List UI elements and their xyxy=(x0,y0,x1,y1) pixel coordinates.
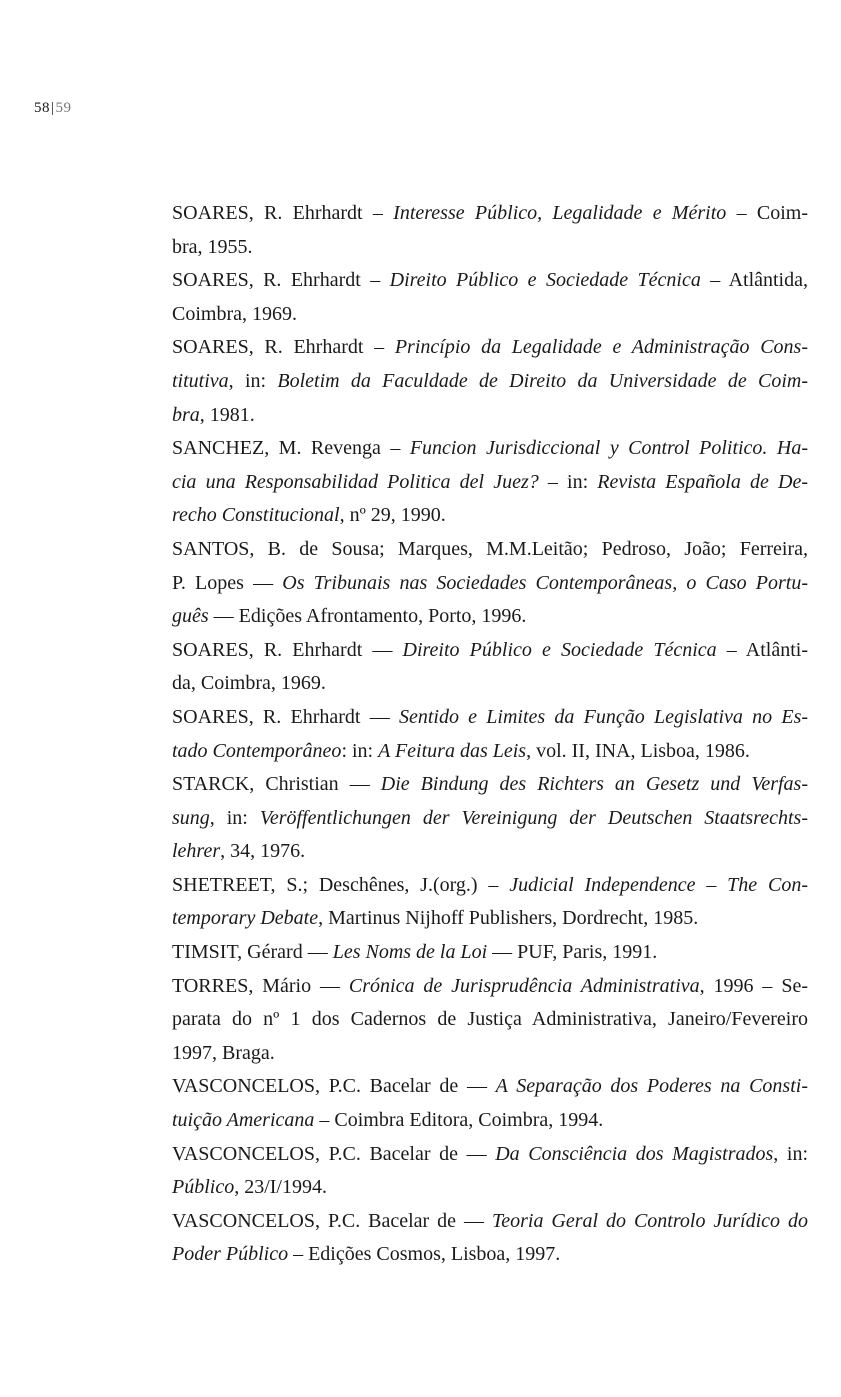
entry-line xyxy=(172,701,808,735)
bibliography-entry xyxy=(172,432,808,533)
entry-line xyxy=(172,197,808,231)
entry-line xyxy=(172,567,808,601)
text-segment: SANTOS, B. de Sousa; Marques, M.M.Leitão; Pedroso, João; Ferreira, xyxy=(172,537,808,560)
text-segment: SOARES, R. Ehrhardt — xyxy=(172,638,403,661)
text-segment: – Coim- xyxy=(726,202,809,224)
text-segment: STARCK, Christian — xyxy=(172,773,381,796)
text-segment: , in: xyxy=(228,369,278,392)
text-segment: SANCHEZ, M. Revenga – xyxy=(172,437,410,460)
text-segment: , in: xyxy=(209,806,260,829)
italic-title-segment: Da Consciência dos Magistrados xyxy=(495,1142,774,1165)
text-segment: , 1996 – Se- xyxy=(699,974,808,997)
bibliography-entry xyxy=(172,1205,808,1272)
entry-line xyxy=(172,600,808,634)
italic-title-segment: Direito Público e Sociedade Técnica xyxy=(389,269,701,292)
entry-line xyxy=(172,399,808,433)
entry-line xyxy=(172,1070,808,1104)
bibliography-entry xyxy=(172,264,808,331)
italic-title-segment: temporary Debate xyxy=(172,907,319,930)
entry-line xyxy=(172,835,808,869)
text-segment: SOARES, R. Ehrhardt — xyxy=(172,705,399,728)
entry-line xyxy=(172,1037,808,1071)
text-segment: — Edições Afrontamento, Porto, 1996. xyxy=(208,605,527,628)
text-segment: , Martinus Nijhoff Publishers, Dordrecht, 1985. xyxy=(318,907,699,930)
text-segment: – in: xyxy=(538,470,598,493)
italic-title-segment: cia una Responsabilidad Politica del Juez? xyxy=(172,470,539,493)
italic-title-segment: Funcion Jurisdiccional y Control Politico. Ha- xyxy=(409,437,808,460)
entry-line xyxy=(172,1171,808,1205)
italic-title-segment: A Feitura das Leis xyxy=(378,739,527,762)
italic-title-segment: guês xyxy=(172,605,209,628)
italic-title-segment: Les Noms de la Loi xyxy=(332,941,488,964)
text-segment: – Coimbra Editora, Coimbra, 1994. xyxy=(314,1109,604,1132)
entry-line xyxy=(172,1104,808,1138)
italic-title-segment: Princípio da Legalidade e Administração Cons- xyxy=(394,336,809,359)
entry-line xyxy=(172,331,808,365)
text-segment: SOARES, R. Ehrhardt – xyxy=(172,202,394,224)
bibliography-entry xyxy=(172,1070,808,1137)
bibliography-entry xyxy=(172,869,808,936)
entry-line xyxy=(172,902,808,936)
text-segment: parata do nº 1 dos Cadernos de Justiça Administrativa, Janeiro/Fevereiro xyxy=(172,1008,808,1031)
entry-line xyxy=(172,499,808,533)
entry-line xyxy=(172,667,808,701)
text-segment: – Atlânti- xyxy=(716,638,808,661)
italic-title-segment: Boletim da Faculdade de Direito da Universidade de Coim- xyxy=(277,369,808,392)
entry-line xyxy=(172,970,808,1004)
text-segment: TIMSIT, Gérard — xyxy=(172,941,333,964)
bibliography-entry xyxy=(172,634,808,701)
italic-title-segment: tado Contemporâneo xyxy=(172,739,342,762)
bibliography-entry xyxy=(172,533,808,634)
text-segment: bra, 1955. xyxy=(172,235,253,258)
text-segment: , nº 29, 1990. xyxy=(339,504,446,527)
bibliography-entry xyxy=(172,970,808,1071)
text-segment: — PUF, Paris, 1991. xyxy=(487,941,658,964)
text-segment: da, Coimbra, 1969. xyxy=(172,672,326,695)
text-segment: , in: xyxy=(773,1142,809,1165)
bibliography-entry xyxy=(172,936,808,970)
text-segment: , 23/I/1994. xyxy=(234,1176,327,1199)
italic-title-segment: Teoria Geral do Controlo Jurídico do xyxy=(491,1209,808,1232)
italic-title-segment: Revista Española de De- xyxy=(597,470,808,493)
text-segment: VASCONCELOS, P.C. Bacelar de — xyxy=(172,1142,496,1165)
text-segment: , 1981. xyxy=(199,403,255,426)
italic-title-segment: tuição Americana xyxy=(172,1109,315,1132)
entry-line xyxy=(172,634,808,668)
page-number-left: 58 xyxy=(34,100,50,116)
bibliography-entry xyxy=(172,768,808,869)
entry-line xyxy=(172,936,808,970)
text-segment: – Atlântida, xyxy=(700,269,808,292)
text-segment: VASCONCELOS, P.C. Bacelar de — xyxy=(172,1075,496,1098)
entry-line xyxy=(172,1138,808,1172)
italic-title-segment: A Separação dos Poderes na Consti- xyxy=(495,1075,808,1098)
italic-title-segment: lehrer xyxy=(172,840,221,863)
entry-line xyxy=(172,264,808,298)
entry-line xyxy=(172,466,808,500)
text-segment: 1997, Braga. xyxy=(172,1041,275,1064)
italic-title-segment: recho Constitucional xyxy=(172,504,340,527)
page-number xyxy=(34,100,72,117)
text-segment: VASCONCELOS, P.C. Bacelar de — xyxy=(172,1209,492,1232)
text-segment: P. Lopes — xyxy=(172,571,283,594)
italic-title-segment: Sentido e Limites da Função Legislativa no Es- xyxy=(398,705,809,728)
entry-line xyxy=(172,802,808,836)
text-segment: Coimbra, 1969. xyxy=(172,302,297,325)
entry-line xyxy=(172,533,808,567)
entry-line xyxy=(172,298,808,332)
bibliography-entry xyxy=(172,197,808,264)
entry-line xyxy=(172,365,808,399)
italic-title-segment: Judicial Independence – The Con- xyxy=(509,873,809,896)
text-segment: SHETREET, S.; Deschênes, J.(org.) – xyxy=(172,873,510,896)
italic-title-segment: Die Bindung des Richters an Gesetz und Verfas- xyxy=(380,773,808,796)
italic-title-segment: Poder Público xyxy=(172,1243,289,1266)
italic-title-segment: Interesse Público, Legalidade e Mérito xyxy=(393,202,727,224)
text-segment: : in: xyxy=(341,739,379,762)
text-segment: , 34, 1976. xyxy=(220,840,306,863)
italic-title-segment: titutiva xyxy=(172,369,229,392)
italic-title-segment: bra xyxy=(172,403,200,426)
entry-line xyxy=(172,432,808,466)
entry-line xyxy=(172,231,808,265)
bibliography-entry xyxy=(172,1138,808,1205)
italic-title-segment: Crónica de Jurisprudência Administrativa xyxy=(348,974,700,997)
italic-title-segment: Público xyxy=(172,1176,235,1199)
italic-title-segment: sung xyxy=(172,806,210,829)
entry-line xyxy=(172,1238,808,1272)
page-number-right: 59 xyxy=(55,100,72,116)
text-segment: , vol. II, INA, Lisboa, 1986. xyxy=(526,739,750,762)
text-segment: SOARES, R. Ehrhardt – xyxy=(172,269,390,292)
page-number-divider: | xyxy=(51,100,55,116)
italic-title-segment: Direito Público e Sociedade Técnica xyxy=(402,638,717,661)
entry-line xyxy=(172,869,808,903)
bibliography-entry xyxy=(172,701,808,768)
italic-title-segment: Os Tribunais nas Sociedades Contemporâneas, o Caso Portu- xyxy=(282,571,808,594)
entry-line xyxy=(172,735,808,769)
text-segment: TORRES, Mário — xyxy=(172,974,349,997)
bibliography-entry xyxy=(172,331,808,432)
bibliography-list xyxy=(172,197,808,1272)
italic-title-segment: Veröffentlichungen der Vereinigung der Deutschen Staatsrechts- xyxy=(259,806,808,829)
entry-line xyxy=(172,768,808,802)
entry-line xyxy=(172,1205,808,1239)
entry-line xyxy=(172,1003,808,1037)
text-segment: – Edições Cosmos, Lisboa, 1997. xyxy=(288,1243,561,1266)
text-segment: SOARES, R. Ehrhardt – xyxy=(172,336,395,359)
